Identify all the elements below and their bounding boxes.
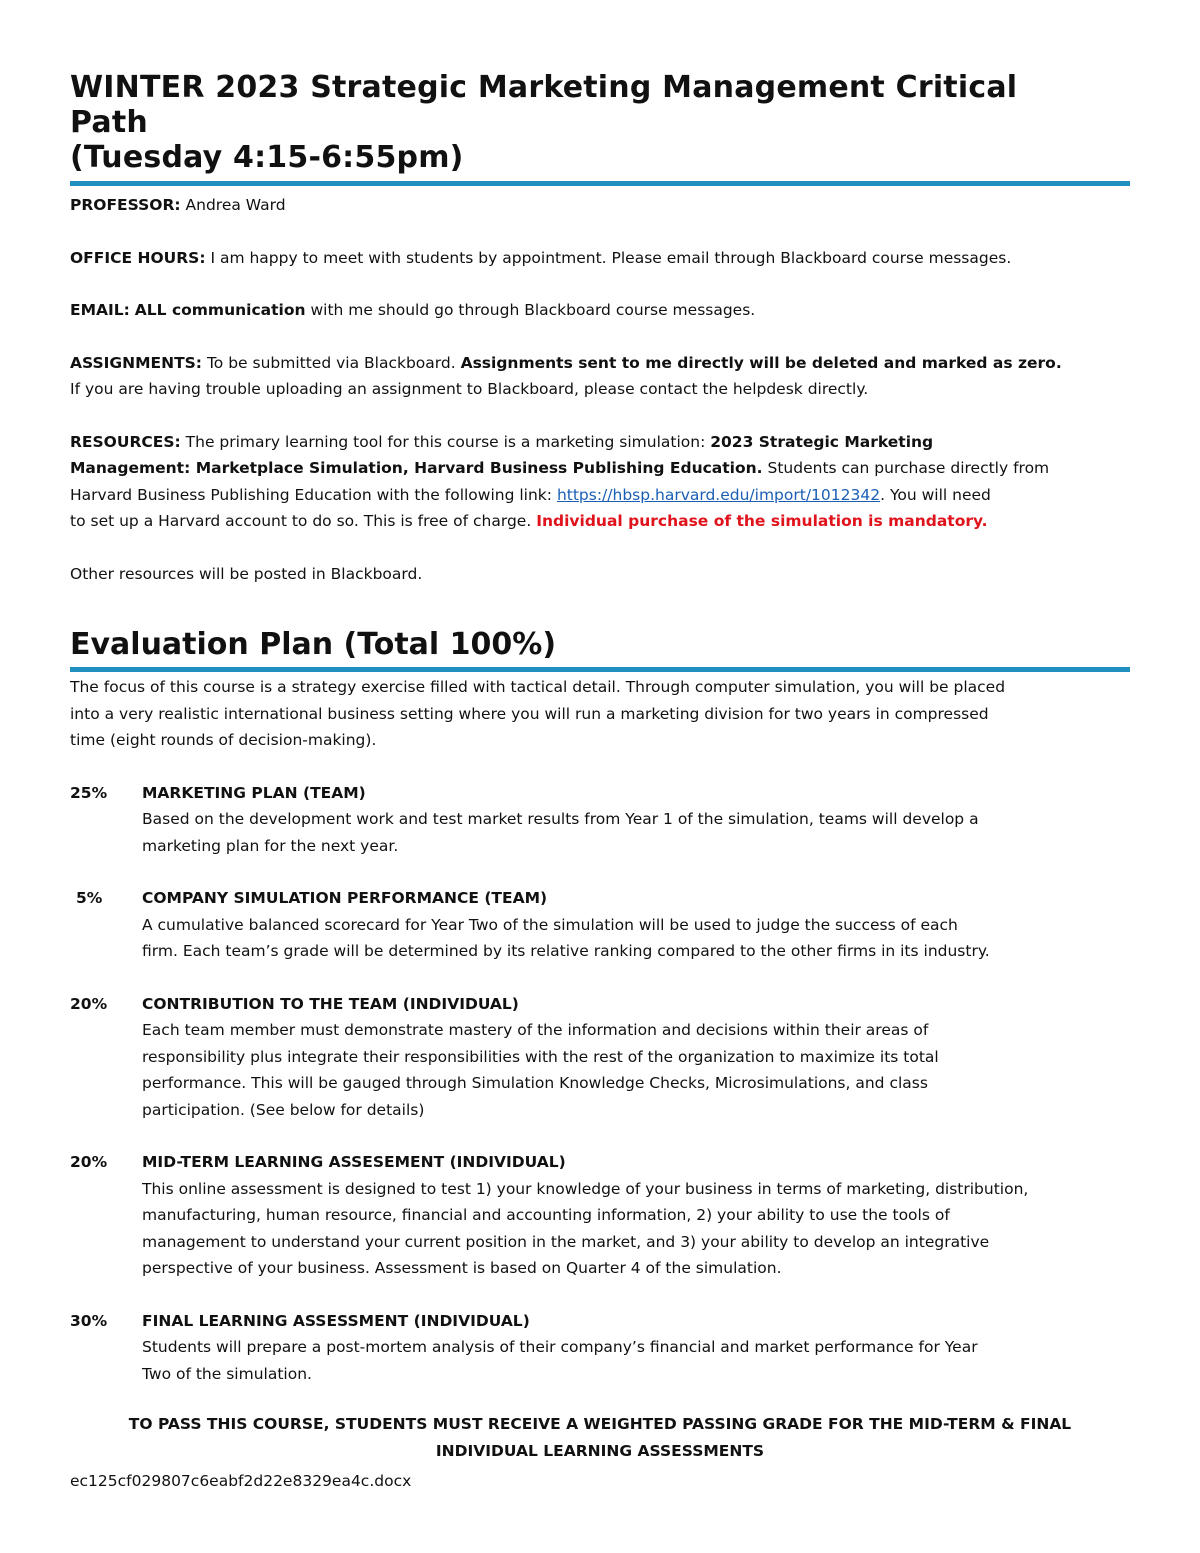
- evaluation-item-body: [142, 780, 1130, 860]
- evaluation-weight: 30%: [70, 1311, 108, 1330]
- resources-label: RESOURCES:: [70, 432, 181, 451]
- evaluation-item-description-line: responsibility plus integrate their responsibilities with the rest of the organization to maximize its total: [142, 1047, 939, 1066]
- evaluation-weight: 20%: [70, 994, 108, 1013]
- professor-line: [70, 192, 1130, 219]
- evaluation-items: [70, 780, 1130, 1388]
- title-line-1: WINTER 2023 Strategic Marketing Management Critical: [70, 70, 1018, 105]
- professor-label: PROFESSOR:: [70, 196, 181, 214]
- evaluation-item-body: [142, 885, 1130, 965]
- evaluation-item-title: MARKETING PLAN (TEAM): [142, 783, 366, 802]
- email-line: [70, 297, 1130, 324]
- resources-paragraph: [70, 429, 1130, 535]
- evaluation-item-description-line: Two of the simulation.: [142, 1364, 312, 1383]
- evaluation-divider: [70, 667, 1130, 672]
- title-line-2: Path: [70, 105, 148, 140]
- evaluation-item-body: [142, 1149, 1130, 1282]
- assignments-helpdesk-text: If you are having trouble uploading an assignment to Blackboard, please contact the helpdesk directly.: [70, 380, 869, 398]
- office-hours-line: [70, 245, 1130, 272]
- evaluation-item-description-line: management to understand your current position in the market, and 3) your ability to develop an integrative: [142, 1232, 990, 1251]
- evaluation-item-description-line: Based on the development work and test market results from Year 1 of the simulation, teams will develop a: [142, 810, 979, 828]
- evaluation-intro-line-3: time (eight rounds of decision-making).: [70, 731, 377, 749]
- mandatory-purchase-notice: Individual purchase of the simulation is mandatory.: [536, 512, 988, 530]
- resources-simulation-name-2: Management: Marketplace Simulation, Harvard Business Publishing Education.: [70, 459, 763, 477]
- evaluation-item-description-line: performance. This will be gauged through Simulation Knowledge Checks, Microsimulations, and class: [142, 1074, 928, 1092]
- evaluation-item-body: [142, 991, 1130, 1124]
- evaluation-item-description-line: perspective of your business. Assessment is based on Quarter 4 of the simulation.: [142, 1259, 782, 1277]
- office-hours-text: I am happy to meet with students by appointment. Please email through Blackboard course messages.: [210, 248, 1012, 267]
- evaluation-item-title: COMPANY SIMULATION PERFORMANCE (TEAM): [142, 889, 548, 907]
- simulation-link[interactable]: https://hbsp.harvard.edu/import/1012342: [556, 485, 881, 504]
- evaluation-item-description-line: This online assessment is designed to test 1) your knowledge of your business in terms of marketing, distribution,: [142, 1179, 1029, 1198]
- evaluation-weight: 25%: [70, 783, 108, 802]
- pass-notice: [70, 1411, 1130, 1464]
- evaluation-weight: 5%: [76, 889, 103, 907]
- office-hours-label: OFFICE HOURS:: [70, 248, 206, 267]
- resources-free-text: to set up a Harvard account to do so. This is free of charge.: [70, 512, 532, 530]
- email-bold-text: ALL communication: [134, 301, 306, 319]
- email-label: EMAIL:: [70, 301, 130, 319]
- evaluation-item-description-line: Each team member must demonstrate mastery of the information and decisions within their areas of: [142, 1021, 929, 1039]
- pass-notice-line-2: INDIVIDUAL LEARNING ASSESSMENTS: [435, 1441, 765, 1460]
- assignments-text: To be submitted via Blackboard.: [206, 353, 456, 372]
- evaluation-intro: [70, 674, 1130, 754]
- other-resources-line: Other resources will be posted in Blackboard.: [70, 564, 423, 583]
- evaluation-intro-line-2: into a very realistic international business setting where you will run a marketing division for two years in compressed: [70, 704, 989, 723]
- evaluation-weight: 20%: [70, 1153, 108, 1171]
- evaluation-intro-line-1: The focus of this course is a strategy exercise filled with tactical detail. Through computer simulation, you will be placed: [70, 678, 1006, 696]
- evaluation-item-title: FINAL LEARNING ASSESSMENT (INDIVIDUAL): [142, 1311, 530, 1330]
- assignments-label: ASSIGNMENTS:: [70, 353, 203, 372]
- evaluation-item: [70, 780, 1130, 860]
- evaluation-item-title: MID-TERM LEARNING ASSESEMENT (INDIVIDUAL): [142, 1153, 566, 1171]
- evaluation-item-description-line: Students will prepare a post-mortem analysis of their company’s financial and market performance for Year: [142, 1338, 978, 1356]
- evaluation-item-description-line: participation. (See below for details): [142, 1100, 425, 1119]
- resources-purchase-text: Students can purchase directly from: [767, 459, 1050, 477]
- resources-intro: The primary learning tool for this course is a marketing simulation:: [185, 432, 706, 451]
- evaluation-item-description-line: A cumulative balanced scorecard for Year Two of the simulation will be used to judge the success of each: [142, 915, 958, 934]
- evaluation-item: [70, 991, 1130, 1124]
- footer-filename: ec125cf029807c6eabf2d22e8329ea4c.docx: [70, 1472, 412, 1490]
- evaluation-item: [70, 1149, 1130, 1282]
- resources-account-text: . You will need: [880, 485, 991, 504]
- title-divider: [70, 181, 1130, 186]
- resources-simulation-name-1: 2023 Strategic Marketing: [710, 432, 934, 451]
- email-text: with me should go through Blackboard course messages.: [310, 301, 756, 319]
- assignments-warning: Assignments sent to me directly will be deleted and marked as zero.: [460, 353, 1062, 372]
- assignments-line: [70, 350, 1130, 403]
- evaluation-item-title: CONTRIBUTION TO THE TEAM (INDIVIDUAL): [142, 994, 519, 1013]
- evaluation-heading: Evaluation Plan (Total 100%): [70, 627, 557, 662]
- professor-name: Andrea Ward: [185, 196, 286, 214]
- evaluation-item-description-line: manufacturing, human resource, financial and accounting information, 2) your ability to use the tools of: [142, 1206, 950, 1224]
- evaluation-item-description-line: firm. Each team’s grade will be determined by its relative ranking compared to the other firms in its industry.: [142, 942, 990, 960]
- document-title: [70, 70, 1130, 175]
- evaluation-item-body: [142, 1308, 1130, 1388]
- title-line-3: (Tuesday 4:15-6:55pm): [70, 140, 464, 175]
- evaluation-item-description-line: marketing plan for the next year.: [142, 836, 399, 855]
- pass-notice-line-1: TO PASS THIS COURSE, STUDENTS MUST RECEIVE A WEIGHTED PASSING GRADE FOR THE MID-TERM & FINAL: [128, 1415, 1072, 1433]
- evaluation-item: [70, 885, 1130, 965]
- resources-link-intro: Harvard Business Publishing Education with the following link:: [70, 485, 552, 504]
- evaluation-item: [70, 1308, 1130, 1388]
